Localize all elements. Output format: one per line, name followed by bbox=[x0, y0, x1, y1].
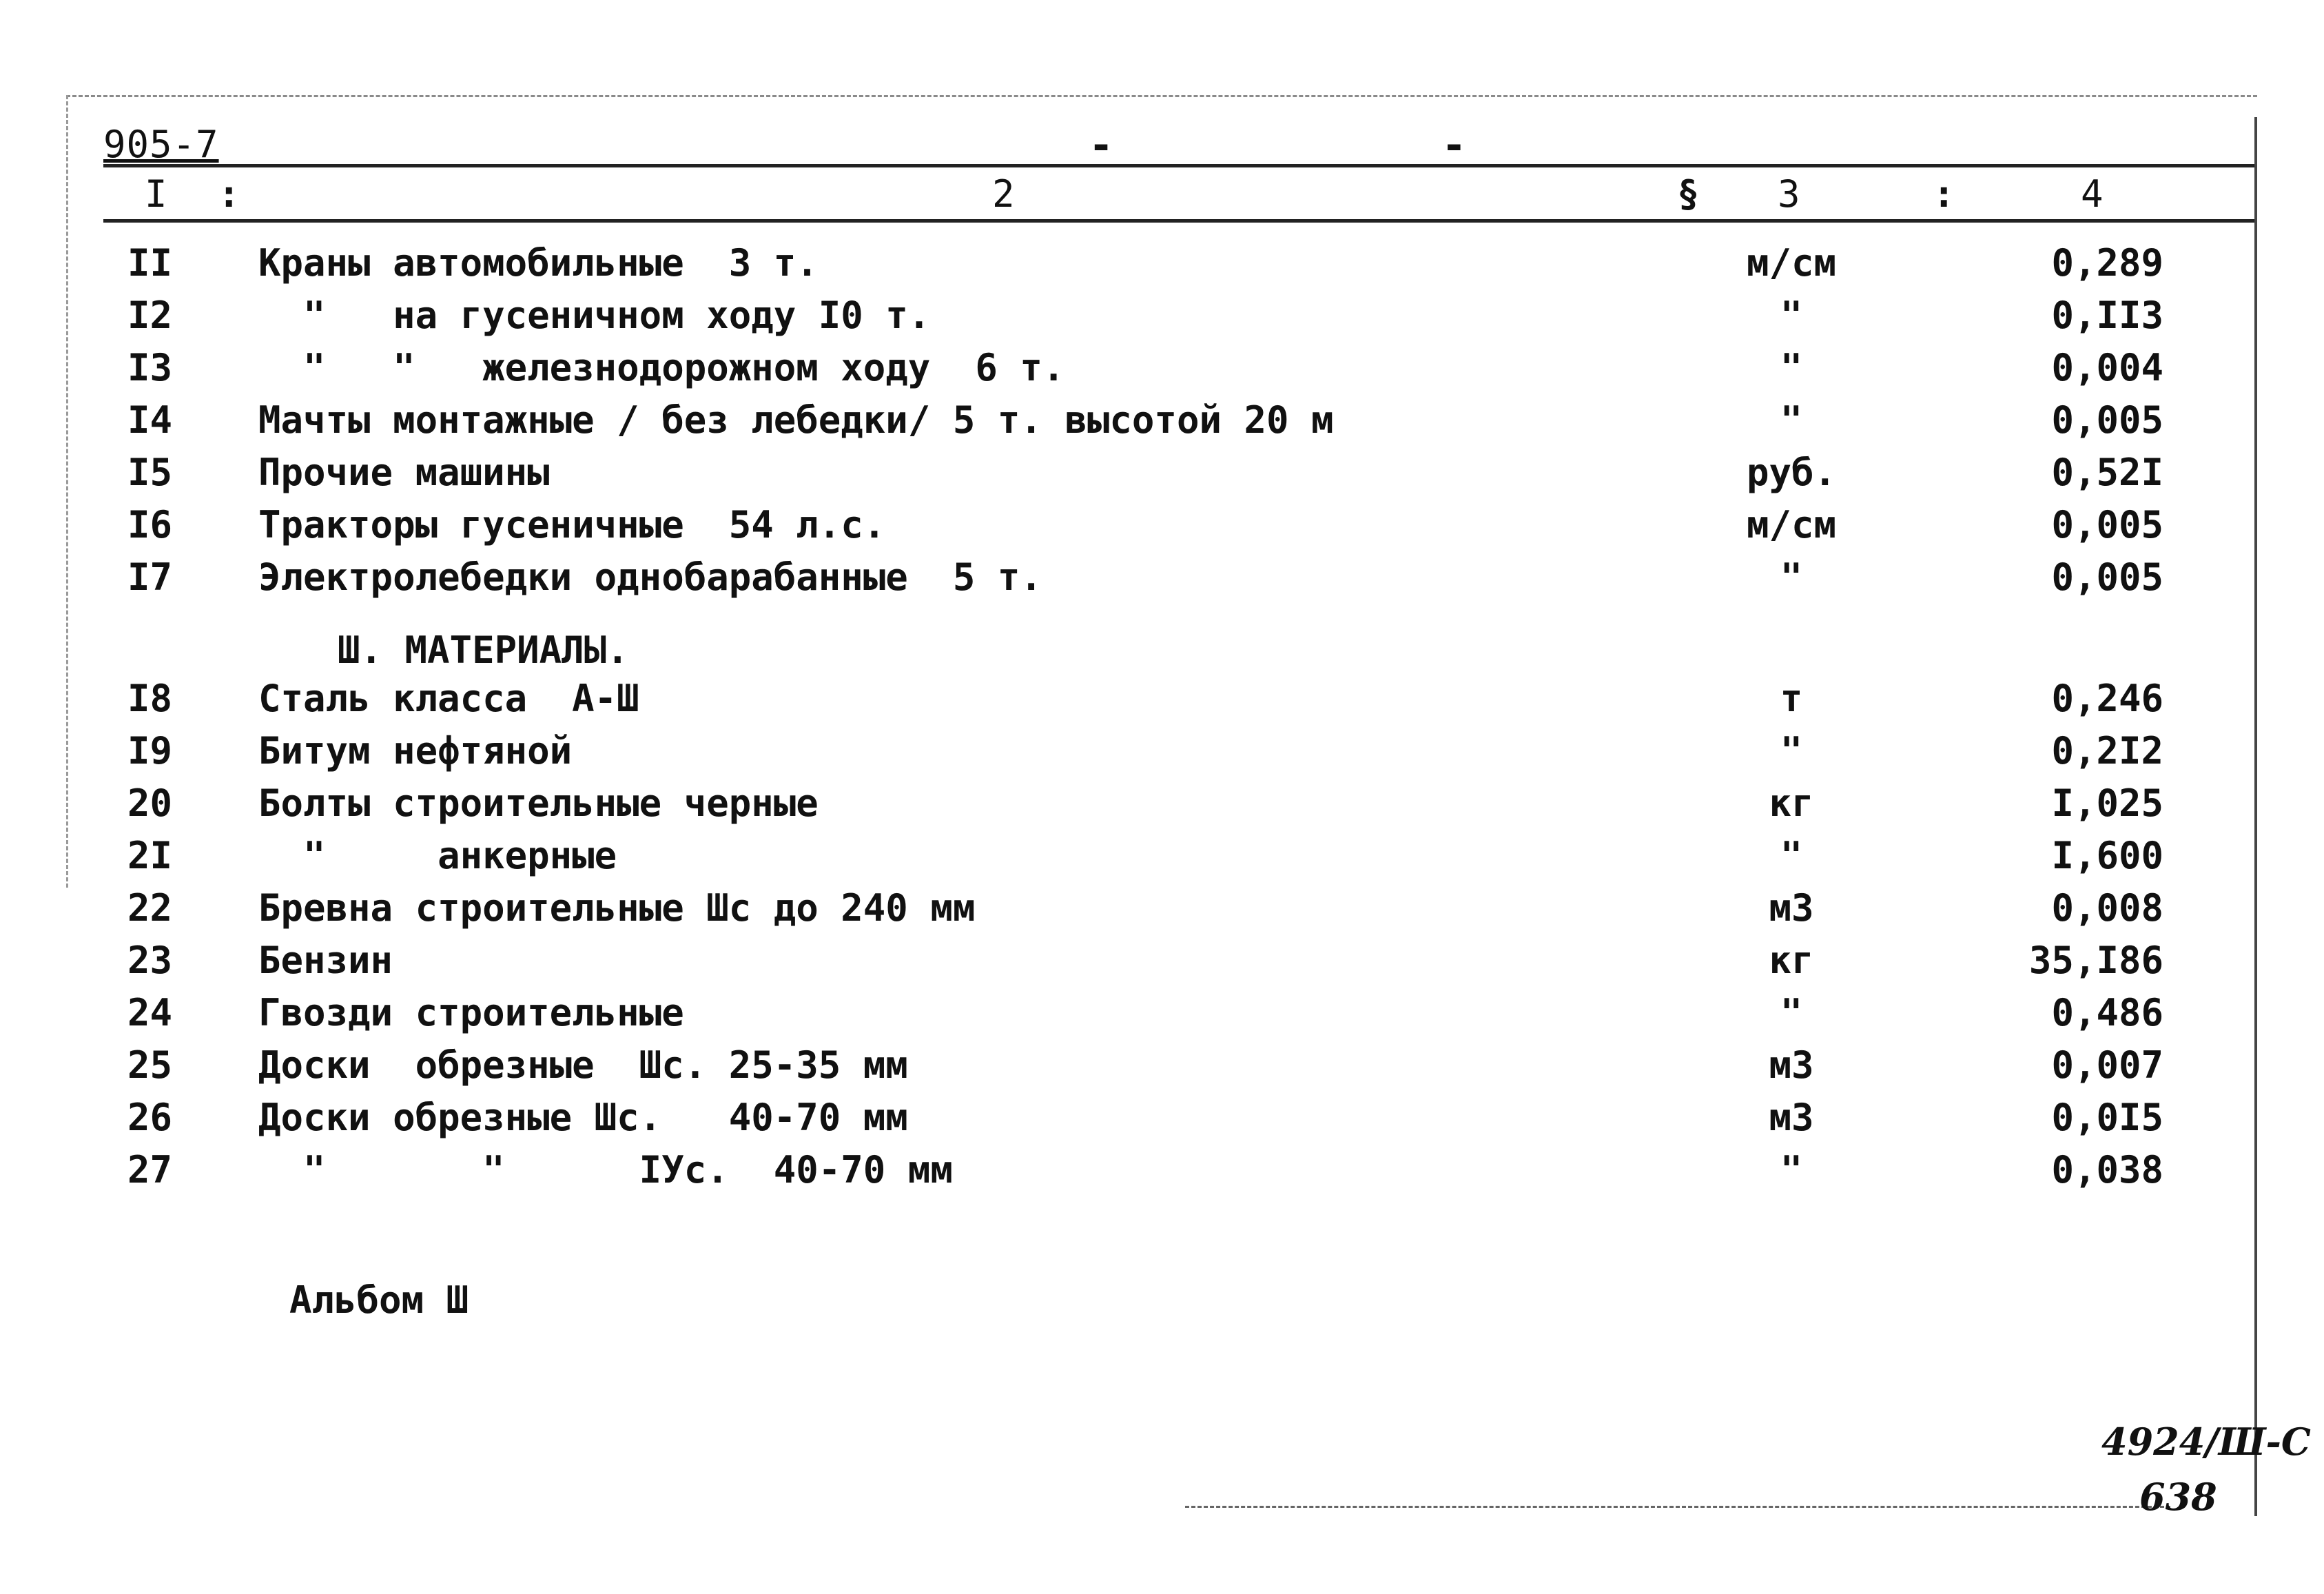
row-number: 25 bbox=[127, 1043, 173, 1087]
row-name: " " железнодорожном ходу 6 т. bbox=[258, 346, 1065, 389]
section-title-materials: Ш. МАТЕРИАЛЫ. bbox=[338, 629, 629, 672]
column-separator-3: : bbox=[1933, 172, 1955, 216]
row-number: I2 bbox=[127, 294, 173, 337]
table-row bbox=[0, 555, 2324, 608]
table-row bbox=[0, 886, 2324, 939]
row-number: I8 bbox=[127, 677, 173, 720]
row-number: 27 bbox=[127, 1148, 173, 1192]
row-name: Бревна строительные Шс до 240 мм bbox=[258, 886, 976, 930]
row-unit: " bbox=[1780, 991, 1803, 1034]
row-name: Прочие машины bbox=[258, 451, 550, 494]
row-value: I,600 bbox=[2051, 834, 2163, 877]
row-value: I,025 bbox=[2051, 781, 2163, 825]
row-number: I3 bbox=[127, 346, 173, 389]
table-row bbox=[0, 346, 2324, 398]
row-number: 24 bbox=[127, 991, 173, 1034]
row-name: Болты строительные черные bbox=[258, 781, 819, 825]
header-rule-bottom bbox=[103, 219, 2254, 223]
row-value: 0,005 bbox=[2051, 398, 2163, 442]
row-value: 0,289 bbox=[2051, 241, 2163, 285]
row-name: " " IУс. 40-70 мм bbox=[258, 1148, 953, 1192]
row-value: 0,II3 bbox=[2051, 294, 2163, 337]
page-number: 638 bbox=[2139, 1475, 2217, 1519]
row-name: Электролебедки однобарабанные 5 т. bbox=[258, 555, 1042, 599]
table-row bbox=[0, 1043, 2324, 1096]
row-value: 0,004 bbox=[2051, 346, 2163, 389]
row-unit: " bbox=[1780, 555, 1803, 599]
row-unit: " bbox=[1780, 729, 1803, 773]
row-unit: " bbox=[1780, 346, 1803, 389]
page-border-bottom bbox=[1185, 1506, 2170, 1508]
stamp-code: 4924/Ш-С bbox=[2101, 1420, 2311, 1464]
row-name: Битум нефтяной bbox=[258, 729, 573, 773]
row-name: Сталь класса А-Ш bbox=[258, 677, 639, 720]
column-header-1: I bbox=[145, 172, 167, 216]
column-separator-1: : bbox=[218, 172, 240, 216]
row-unit: кг bbox=[1769, 781, 1814, 825]
row-value: 0,2I2 bbox=[2051, 729, 2163, 773]
table-row bbox=[0, 834, 2324, 886]
row-unit: " bbox=[1780, 398, 1803, 442]
row-unit: " bbox=[1780, 1148, 1803, 1192]
row-name: Доски обрезные Шс. 25-35 мм bbox=[258, 1043, 908, 1087]
document-code: 905-7 bbox=[103, 123, 219, 166]
row-unit: м3 bbox=[1769, 1096, 1814, 1139]
row-number: 26 bbox=[127, 1096, 173, 1139]
album-label: Альбом Ш bbox=[289, 1278, 469, 1322]
row-unit: т bbox=[1780, 677, 1803, 720]
row-value: 0,0I5 bbox=[2051, 1096, 2163, 1139]
row-unit: " bbox=[1780, 294, 1803, 337]
row-name: Мачты монтажные / без лебедки/ 5 т. высотой 20 м bbox=[258, 398, 1334, 442]
row-number: I4 bbox=[127, 398, 173, 442]
column-header-2: 2 bbox=[992, 172, 1015, 216]
row-name: " на гусеничном ходу I0 т. bbox=[258, 294, 931, 337]
table-row bbox=[0, 241, 2324, 294]
row-unit: м3 bbox=[1769, 886, 1814, 930]
row-value: 0,008 bbox=[2051, 886, 2163, 930]
row-unit: м/см bbox=[1746, 241, 1837, 285]
row-number: II bbox=[127, 241, 173, 285]
table-row bbox=[0, 294, 2324, 346]
column-separator-2: § bbox=[1677, 172, 1700, 216]
header-rule-top bbox=[103, 164, 2254, 167]
row-value: 0,486 bbox=[2051, 991, 2163, 1034]
row-unit: кг bbox=[1769, 939, 1814, 982]
row-number: I6 bbox=[127, 503, 173, 546]
row-name: Краны автомобильные 3 т. bbox=[258, 241, 819, 285]
row-value: 0,005 bbox=[2051, 503, 2163, 546]
row-value: 0,005 bbox=[2051, 555, 2163, 599]
row-value: 0,007 bbox=[2051, 1043, 2163, 1087]
row-value: 0,038 bbox=[2051, 1148, 2163, 1192]
table-row bbox=[0, 451, 2324, 503]
column-header-4: 4 bbox=[2081, 172, 2104, 216]
table-row bbox=[0, 398, 2324, 451]
row-unit: м3 bbox=[1769, 1043, 1814, 1087]
header-marks: - - bbox=[1089, 121, 1618, 170]
row-number: 22 bbox=[127, 886, 173, 930]
row-number: I7 bbox=[127, 555, 173, 599]
row-value: 0,52I bbox=[2051, 451, 2163, 494]
column-header-3: 3 bbox=[1778, 172, 1800, 216]
row-name: Гвозди строительные bbox=[258, 991, 684, 1034]
row-name: Тракторы гусеничные 54 л.с. bbox=[258, 503, 886, 546]
row-number: 23 bbox=[127, 939, 173, 982]
table-row bbox=[0, 729, 2324, 781]
row-number: I5 bbox=[127, 451, 173, 494]
row-number: 20 bbox=[127, 781, 173, 825]
table-row bbox=[0, 503, 2324, 555]
row-number: 2I bbox=[127, 834, 173, 877]
row-name: Бензин bbox=[258, 939, 393, 982]
row-name: " анкерные bbox=[258, 834, 617, 877]
table-row bbox=[0, 781, 2324, 834]
row-name: Доски обрезные Шс. 40-70 мм bbox=[258, 1096, 908, 1139]
row-unit: руб. bbox=[1746, 451, 1837, 494]
row-value: 35,I86 bbox=[2028, 939, 2163, 982]
table-row bbox=[0, 939, 2324, 991]
table-row bbox=[0, 677, 2324, 729]
row-unit: м/см bbox=[1746, 503, 1837, 546]
page-border-top bbox=[66, 95, 2257, 97]
row-value: 0,246 bbox=[2051, 677, 2163, 720]
table-row bbox=[0, 1096, 2324, 1148]
row-number: I9 bbox=[127, 729, 173, 773]
table-row bbox=[0, 1148, 2324, 1200]
table-row bbox=[0, 991, 2324, 1043]
row-unit: " bbox=[1780, 834, 1803, 877]
